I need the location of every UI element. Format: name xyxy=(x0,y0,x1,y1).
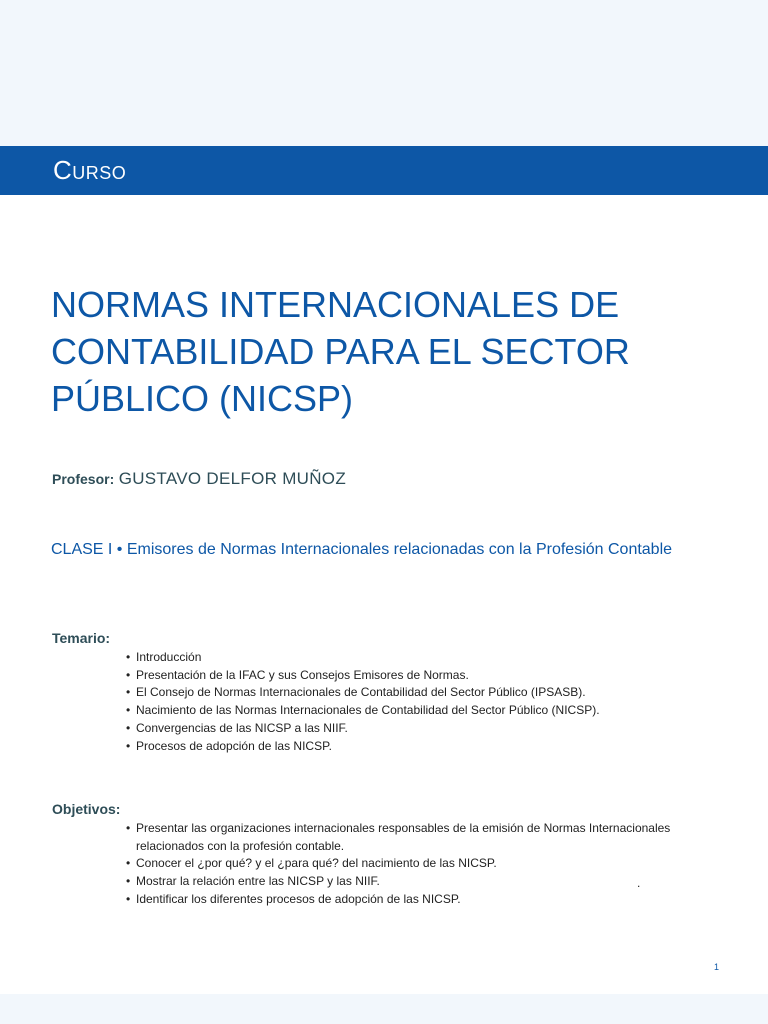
list-item: • Presentar las organizaciones internacionales responsables de la emisión de Normas Internacionales relacionados con la profesión contable. xyxy=(126,821,671,853)
temario-heading: Temario: xyxy=(52,630,111,646)
list-item: • El Consejo de Normas Internacionales de Contabilidad del Sector Público (IPSASB). xyxy=(126,685,586,700)
list-item: • Identificar los diferentes procesos de adopción de las NICSP. xyxy=(126,891,461,906)
course-label: Curso xyxy=(53,155,127,185)
list-item: • Nacimiento de las Normas Internacionales de Contabilidad del Sector Público (NICSP). xyxy=(126,703,600,718)
list-item: • Convergencias de las NICSP a las NIIF. xyxy=(126,720,348,735)
objetivos-heading: Objetivos: xyxy=(52,801,121,817)
document-title: NORMAS INTERNACIONALES DE CONTABILIDAD PARA EL SECTOR PÚBLICO (NICSP) xyxy=(51,284,630,419)
objetivos-list xyxy=(126,820,706,909)
trailing-mark: . xyxy=(637,876,641,890)
temario-list xyxy=(126,649,600,755)
list-item: • Procesos de adopción de las NICSP. xyxy=(126,738,332,753)
class-heading: CLASE I • Emisores de Normas Internacionales relacionadas con la Profesión Contable xyxy=(51,541,673,558)
page-number: 1 xyxy=(714,962,720,972)
professor-name: GUSTAVO DELFOR MUÑOZ xyxy=(118,469,347,488)
professor-label: Profesor: xyxy=(52,471,115,487)
bottom-band xyxy=(0,994,768,1024)
professor-line xyxy=(52,469,346,490)
list-item: • Conocer el ¿por qué? y el ¿para qué? del nacimiento de las NICSP. xyxy=(126,856,497,871)
list-item: • Mostrar la relación entre las NICSP y las NIIF. xyxy=(126,874,380,889)
list-item: • Presentación de la IFAC y sus Consejos Emisores de Normas. xyxy=(126,667,469,682)
top-band xyxy=(0,0,768,146)
list-item: • Introducción xyxy=(126,650,202,664)
